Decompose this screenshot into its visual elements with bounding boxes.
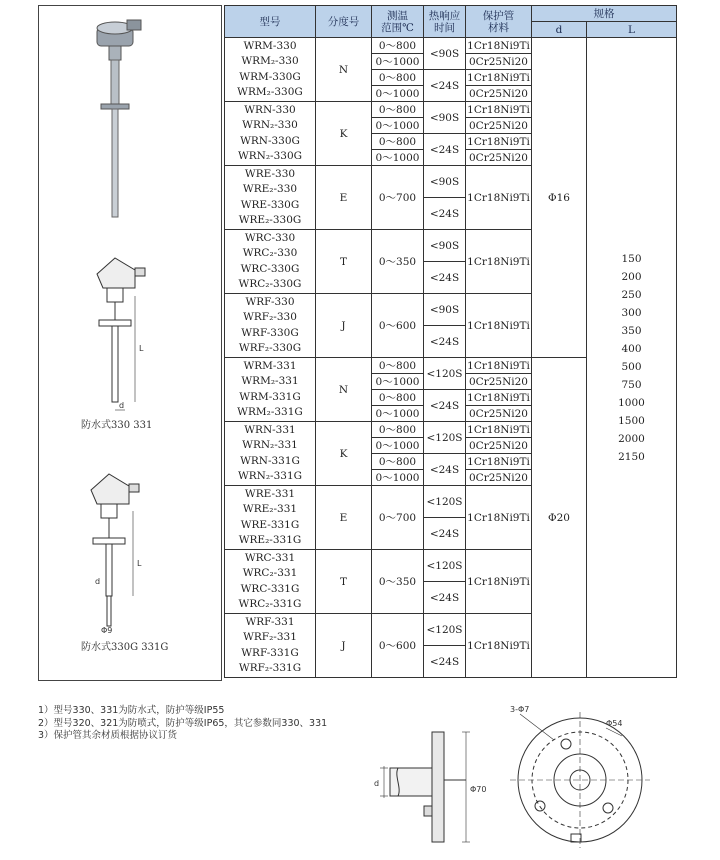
range-cell: 0～1000 — [372, 86, 424, 102]
front-label-holes: 3-Φ7 — [510, 705, 530, 714]
material-cell: 1Cr18Ni9Ti — [467, 359, 530, 372]
thermocouple-photo — [97, 20, 141, 217]
material-cell: 1Cr18Ni9Ti — [467, 391, 530, 404]
header-tube: 保护管 材料 — [466, 6, 532, 38]
range-cell: 0～800 — [372, 102, 424, 118]
material-cell: 1Cr18Ni9Ti — [466, 294, 532, 358]
material-cell: 1Cr18Ni9Ti — [467, 135, 530, 148]
graduation-cell: K — [316, 102, 372, 166]
illustration-panel — [38, 5, 222, 681]
note-3: 3）保护管其余材质根据协议订货 — [38, 730, 178, 741]
material-cell: 1Cr18Ni9Ti — [467, 103, 530, 116]
dim-label-d-2: d — [95, 577, 101, 586]
response-cell: <90S — [424, 294, 466, 326]
response-cell: <120S — [424, 358, 466, 390]
range-cell: 0～1000 — [372, 374, 424, 390]
response-cell: <24S — [424, 518, 466, 550]
range-cell: 0～600 — [372, 294, 424, 358]
graduation-cell: K — [316, 422, 372, 486]
material-cell: 0Cr25Ni20 — [466, 150, 532, 166]
range-cell: 0～350 — [372, 550, 424, 614]
response-cell: <24S — [424, 390, 466, 422]
model-cell: WRC-330 WRC₂-330 WRC-330G WRC₂-330G — [225, 230, 316, 294]
range-cell: 0～800 — [372, 38, 424, 54]
L-values-cell: 150 200 250 300 350 400 500 750 1000 1500 2000 2150 — [587, 38, 677, 678]
flange-side-view — [380, 732, 470, 842]
caption-fig1: 防水式330 331 — [81, 420, 153, 431]
model-cell: WRC-331 WRC₂-331 WRC-331G WRC₂-331G — [225, 550, 316, 614]
range-cell: 0～800 — [372, 454, 424, 470]
drawing-330-331 — [97, 258, 145, 410]
range-cell: 0～800 — [372, 134, 424, 150]
response-cell: <90S — [424, 102, 466, 134]
dim-label-L-2: L — [137, 559, 142, 568]
range-cell: 0～1000 — [372, 406, 424, 422]
side-label-d: d — [374, 779, 380, 788]
response-cell: <24S — [424, 454, 466, 486]
material-cell: 1Cr18Ni9Ti — [466, 550, 532, 614]
spec-table-body — [225, 38, 677, 678]
header-model: 型号 — [225, 6, 316, 38]
model-cell: WRF-331 WRF₂-331 WRF-331G WRF₂-331G — [225, 614, 316, 678]
dim-label-L-1: L — [139, 344, 144, 353]
header-spec: 规格 — [532, 6, 677, 22]
model-cell: WRN-330 WRN₂-330 WRN-330G WRN₂-330G — [225, 102, 316, 166]
notes — [38, 705, 327, 743]
model-cell: WRE-330 WRE₂-330 WRE-330G WRE₂-330G — [225, 166, 316, 230]
flange-front-view — [510, 712, 650, 848]
response-cell: <24S — [424, 646, 466, 678]
material-cell: 1Cr18Ni9Ti — [466, 614, 532, 678]
header-response: 热响应 时间 — [424, 6, 466, 38]
drawing-330g-331g — [91, 474, 139, 626]
dim-label-phi9: Φ9 — [101, 626, 113, 635]
caption-fig2: 防水式330G 331G — [81, 642, 169, 653]
response-cell: <24S — [424, 198, 466, 230]
model-cell: WRF-330 WRF₂-330 WRF-330G WRF₂-330G — [225, 294, 316, 358]
flange-diagrams — [370, 700, 670, 860]
dim-label-d-1: d — [119, 401, 125, 410]
response-cell: <120S — [424, 422, 466, 454]
material-cell: 0Cr25Ni20 — [466, 438, 532, 454]
graduation-cell: N — [316, 38, 372, 102]
model-cell: WRE-331 WRE₂-331 WRE-331G WRE₂-331G — [225, 486, 316, 550]
range-cell: 0～700 — [372, 166, 424, 230]
model-cell: WRM-331 WRM₂-331 WRM-331G WRM₂-331G — [225, 358, 316, 422]
note-1: 1）型号330、331为防水式，防护等级IP55 — [38, 705, 225, 716]
front-label-phi54: Φ54 — [606, 719, 623, 728]
header-d: d — [532, 22, 587, 38]
note-2: 2）型号320、321为防喷式，防护等级IP65，其它参数同330、331 — [38, 717, 328, 729]
graduation-cell: N — [316, 358, 372, 422]
response-cell: <24S — [424, 70, 466, 102]
response-cell: <24S — [424, 134, 466, 166]
range-cell: 0～1000 — [372, 54, 424, 70]
range-cell: 0～1000 — [372, 150, 424, 166]
graduation-cell: E — [316, 486, 372, 550]
header-L: L — [587, 22, 677, 38]
header-range: 测温 范围℃ — [372, 6, 424, 38]
range-cell: 0～600 — [372, 614, 424, 678]
material-cell: 0Cr25Ni20 — [466, 54, 532, 70]
model-cell: WRM-330 WRM₂-330 WRM-330G WRM₂-330G — [225, 38, 316, 102]
range-cell: 0～1000 — [372, 470, 424, 486]
material-cell: 1Cr18Ni9Ti — [467, 423, 530, 436]
range-cell: 0～1000 — [372, 438, 424, 454]
material-cell: 0Cr25Ni20 — [466, 406, 532, 422]
graduation-cell: J — [316, 614, 372, 678]
material-cell: 0Cr25Ni20 — [466, 374, 532, 390]
range-cell: 0～350 — [372, 230, 424, 294]
graduation-cell: E — [316, 166, 372, 230]
header-graduation: 分度号 — [316, 6, 372, 38]
thermocouple-drawings — [39, 6, 221, 680]
range-cell: 0～800 — [372, 422, 424, 438]
response-cell: <120S — [424, 614, 466, 646]
response-cell: <90S — [424, 38, 466, 70]
material-cell: 1Cr18Ni9Ti — [466, 230, 532, 294]
range-cell: 0～800 — [372, 70, 424, 86]
response-cell: <120S — [424, 486, 466, 518]
material-cell: 0Cr25Ni20 — [466, 470, 532, 486]
response-cell: <90S — [424, 230, 466, 262]
table-row — [225, 38, 677, 54]
material-cell: 1Cr18Ni9Ti — [467, 71, 530, 84]
spec-table — [224, 5, 677, 678]
material-cell: 1Cr18Ni9Ti — [467, 39, 530, 52]
graduation-cell: T — [316, 550, 372, 614]
material-cell: 0Cr25Ni20 — [466, 118, 532, 134]
response-cell: <90S — [424, 166, 466, 198]
response-cell: <120S — [424, 550, 466, 582]
graduation-cell: J — [316, 294, 372, 358]
material-cell: 1Cr18Ni9Ti — [467, 455, 530, 468]
range-cell: 0～800 — [372, 390, 424, 406]
range-cell: 0～800 — [372, 358, 424, 374]
model-cell: WRN-331 WRN₂-331 WRN-331G WRN₂-331G — [225, 422, 316, 486]
side-label-phi70: Φ70 — [470, 785, 487, 794]
response-cell: <24S — [424, 326, 466, 358]
material-cell: 1Cr18Ni9Ti — [466, 486, 532, 550]
response-cell: <24S — [424, 582, 466, 614]
d-value-cell: Φ20 — [532, 358, 587, 678]
response-cell: <24S — [424, 262, 466, 294]
graduation-cell: T — [316, 230, 372, 294]
range-cell: 0～1000 — [372, 118, 424, 134]
material-cell: 0Cr25Ni20 — [466, 86, 532, 102]
d-value-cell: Φ16 — [532, 38, 587, 358]
material-cell: 1Cr18Ni9Ti — [466, 166, 532, 230]
range-cell: 0～700 — [372, 486, 424, 550]
